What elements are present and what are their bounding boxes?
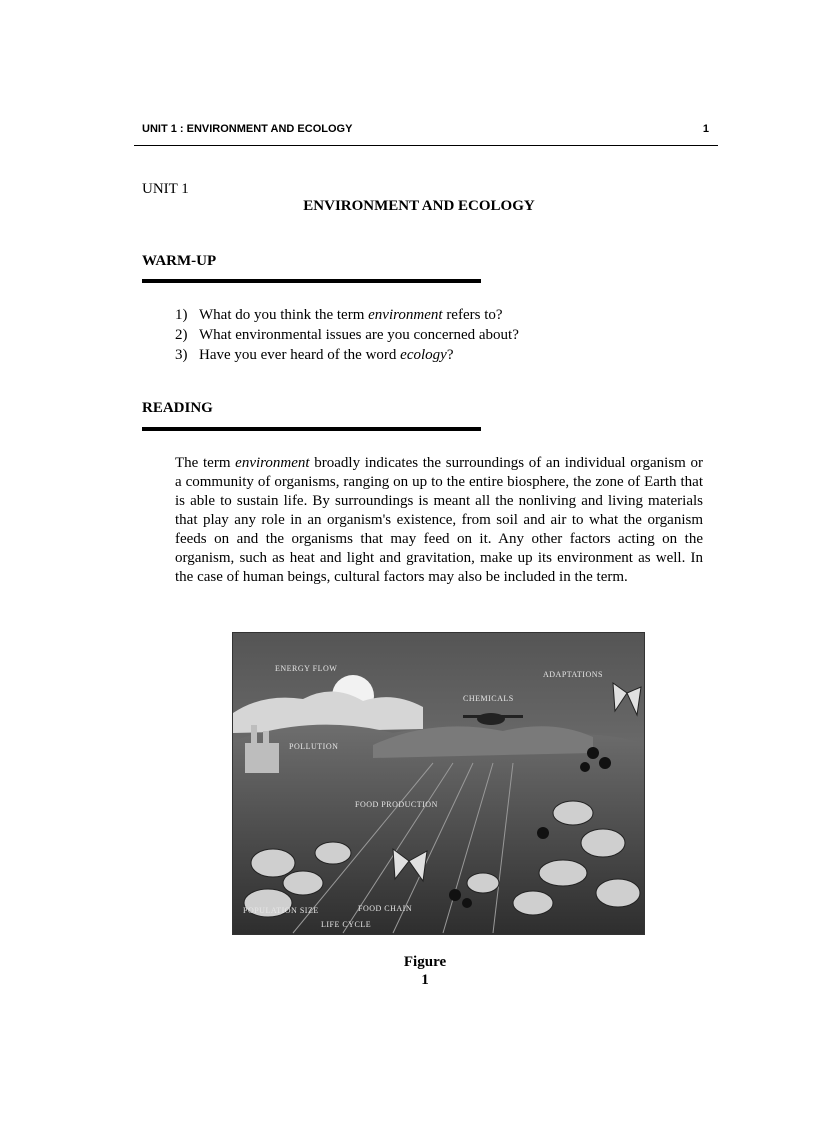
question-number: 2) [175, 327, 188, 343]
question-item [175, 325, 519, 345]
question-number: 1) [175, 307, 188, 323]
question-text: What environmental issues are you concerned about? [199, 327, 519, 343]
question-text: Have you ever heard of the word ecology? [199, 347, 454, 363]
ecology-illustration [233, 633, 644, 934]
caption-number: 1 [421, 972, 429, 988]
question-text: What do you think the term environment refers to? [199, 307, 503, 323]
warmup-rule [142, 279, 481, 283]
label-population-size: POPULATION SIZE [243, 906, 319, 915]
label-food-chain: FOOD CHAIN [358, 904, 413, 913]
figure-caption [380, 953, 470, 989]
unit-label: UNIT 1 [142, 181, 189, 197]
label-adaptations: ADAPTATIONS [543, 670, 603, 679]
warmup-heading: WARM-UP [142, 253, 217, 269]
figure-illustration [232, 632, 645, 935]
warmup-questions [175, 305, 519, 365]
page-number: 1 [702, 123, 709, 135]
reading-paragraph: The term environment broadly indicates the surroundings of an individual organism or a community of organisms, ranging on up to the entire biosphere, the zone of Earth that is able to sustain life. By surroundings is meant all the nonliving and living materials that play any role in an organism's existence, from soil and air to what the organism feeds on and the organisms that may feed on it. Any other factors acting on the organism, such as heat and light and gravitation, make up its environment as well. In the case of human beings, cultural factors may also be included in the term. [175, 455, 703, 585]
page-title: ENVIRONMENT AND ECOLOGY [303, 198, 535, 214]
label-pollution: POLLUTION [289, 742, 339, 751]
caption-line: Figure [403, 954, 447, 970]
label-life-cycle: LIFE CYCLE [321, 920, 372, 929]
running-title: UNIT 1 : ENVIRONMENT AND ECOLOGY [142, 123, 353, 135]
label-energy-flow: ENERGY FLOW [275, 664, 338, 673]
label-food-production: FOOD PRODUCTION [355, 800, 438, 809]
header-rule [134, 145, 718, 146]
question-number: 3) [175, 347, 188, 363]
label-chemicals: CHEMICALS [463, 694, 514, 703]
reading-rule [142, 427, 481, 431]
running-header [142, 121, 712, 139]
question-item [175, 345, 519, 365]
question-item [175, 305, 519, 325]
reading-heading: READING [142, 400, 213, 416]
